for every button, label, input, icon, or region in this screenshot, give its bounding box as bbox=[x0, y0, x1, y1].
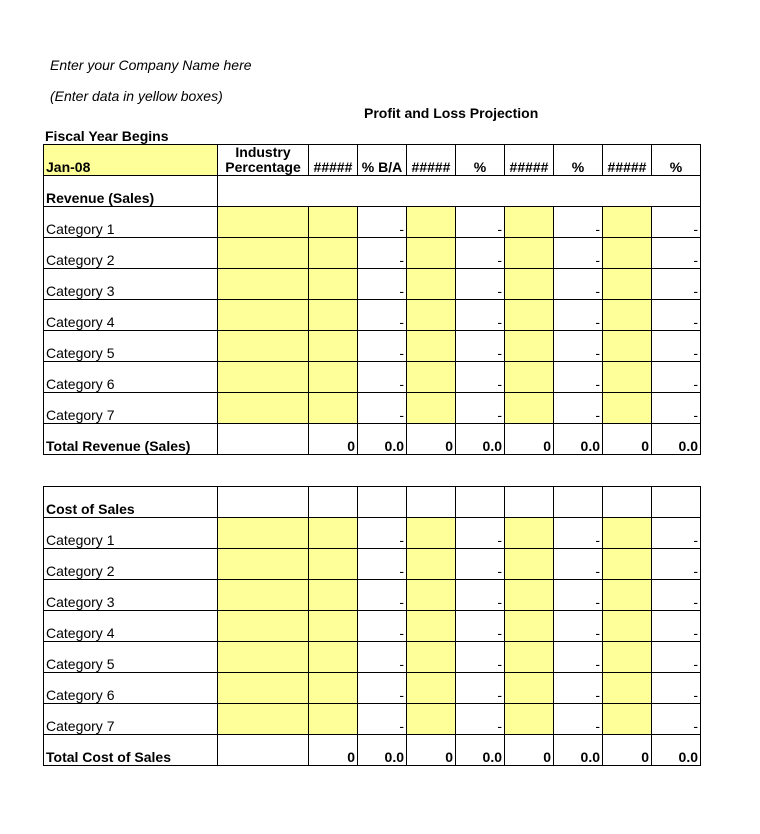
amount-input[interactable] bbox=[407, 238, 456, 269]
amount-input[interactable] bbox=[407, 362, 456, 393]
table-row bbox=[44, 238, 701, 269]
amount-input[interactable] bbox=[505, 331, 554, 362]
amount-input[interactable] bbox=[505, 269, 554, 300]
percent-cell: - bbox=[358, 362, 407, 393]
table-row bbox=[44, 331, 701, 362]
amount-input[interactable] bbox=[603, 704, 652, 735]
total-value: 0 bbox=[603, 424, 652, 455]
percent-cell: - bbox=[554, 704, 603, 735]
percent-cell: - bbox=[652, 331, 701, 362]
period-header: ##### bbox=[407, 145, 456, 176]
category-label: Category 3 bbox=[44, 580, 218, 611]
total-percent: 0.0 bbox=[358, 735, 407, 766]
amount-input[interactable] bbox=[603, 331, 652, 362]
percent-ba-header: % B/A bbox=[358, 145, 407, 176]
period-header: ##### bbox=[505, 145, 554, 176]
empty-cell bbox=[603, 487, 652, 518]
category-label: Category 6 bbox=[44, 362, 218, 393]
percent-cell: - bbox=[456, 269, 505, 300]
amount-input[interactable] bbox=[407, 331, 456, 362]
amount-input[interactable] bbox=[603, 362, 652, 393]
percent-cell: - bbox=[652, 238, 701, 269]
amount-input[interactable] bbox=[505, 642, 554, 673]
percent-cell: - bbox=[456, 331, 505, 362]
percent-cell: - bbox=[554, 300, 603, 331]
industry-percentage-header: Industry Percentage bbox=[218, 145, 309, 176]
percent-cell: - bbox=[554, 393, 603, 424]
amount-input[interactable] bbox=[407, 642, 456, 673]
total-cost-of-sales-label: Total Cost of Sales bbox=[44, 735, 218, 766]
amount-input[interactable] bbox=[505, 518, 554, 549]
category-label: Category 1 bbox=[44, 518, 218, 549]
percent-cell: - bbox=[652, 580, 701, 611]
percent-cell: - bbox=[652, 611, 701, 642]
percent-cell: - bbox=[358, 518, 407, 549]
table-row bbox=[44, 580, 701, 611]
total-value: 0 bbox=[309, 424, 358, 455]
period-header: ##### bbox=[309, 145, 358, 176]
percent-cell: - bbox=[652, 269, 701, 300]
total-row bbox=[44, 735, 701, 766]
industry-input[interactable] bbox=[218, 611, 309, 642]
percent-cell: - bbox=[456, 673, 505, 704]
percent-cell: - bbox=[456, 238, 505, 269]
industry-input[interactable] bbox=[218, 300, 309, 331]
percent-cell: - bbox=[358, 207, 407, 238]
percent-cell: - bbox=[652, 549, 701, 580]
amount-input[interactable] bbox=[505, 300, 554, 331]
category-label: Category 7 bbox=[44, 393, 218, 424]
percent-cell: - bbox=[554, 269, 603, 300]
amount-input[interactable] bbox=[309, 518, 358, 549]
amount-input[interactable] bbox=[407, 518, 456, 549]
instructions-text: (Enter data in yellow boxes) bbox=[50, 88, 223, 104]
percent-cell: - bbox=[456, 642, 505, 673]
category-label: Category 1 bbox=[44, 207, 218, 238]
percent-header: % bbox=[456, 145, 505, 176]
amount-input[interactable] bbox=[603, 549, 652, 580]
category-label: Category 4 bbox=[44, 300, 218, 331]
percent-cell: - bbox=[652, 673, 701, 704]
industry-input[interactable] bbox=[218, 642, 309, 673]
amount-input[interactable] bbox=[309, 549, 358, 580]
percent-cell: - bbox=[358, 642, 407, 673]
amount-input[interactable] bbox=[603, 642, 652, 673]
amount-input[interactable] bbox=[505, 673, 554, 704]
total-percent: 0.0 bbox=[652, 735, 701, 766]
category-label: Category 2 bbox=[44, 549, 218, 580]
total-value: 0 bbox=[407, 424, 456, 455]
amount-input[interactable] bbox=[505, 207, 554, 238]
total-percent: 0.0 bbox=[554, 424, 603, 455]
amount-input[interactable] bbox=[407, 549, 456, 580]
amount-input[interactable] bbox=[603, 393, 652, 424]
amount-input[interactable] bbox=[603, 518, 652, 549]
amount-input[interactable] bbox=[309, 207, 358, 238]
amount-input[interactable] bbox=[603, 580, 652, 611]
fiscal-year-label: Fiscal Year Begins bbox=[45, 128, 169, 144]
percent-cell: - bbox=[652, 704, 701, 735]
category-label: Category 4 bbox=[44, 611, 218, 642]
percent-header: % bbox=[652, 145, 701, 176]
percent-cell: - bbox=[358, 300, 407, 331]
empty-cell bbox=[218, 176, 701, 207]
percent-cell: - bbox=[358, 269, 407, 300]
empty-cell bbox=[218, 735, 309, 766]
amount-input[interactable] bbox=[505, 238, 554, 269]
empty-cell bbox=[554, 487, 603, 518]
percent-cell: - bbox=[358, 331, 407, 362]
amount-input[interactable] bbox=[407, 704, 456, 735]
section-heading-row bbox=[44, 176, 701, 207]
category-label: Category 2 bbox=[44, 238, 218, 269]
amount-input[interactable] bbox=[505, 580, 554, 611]
amount-input[interactable] bbox=[407, 611, 456, 642]
amount-input[interactable] bbox=[603, 269, 652, 300]
amount-input[interactable] bbox=[309, 362, 358, 393]
category-label: Category 7 bbox=[44, 704, 218, 735]
percent-cell: - bbox=[652, 362, 701, 393]
percent-cell: - bbox=[456, 393, 505, 424]
amount-input[interactable] bbox=[407, 300, 456, 331]
industry-input[interactable] bbox=[218, 207, 309, 238]
table-row bbox=[44, 611, 701, 642]
percent-cell: - bbox=[358, 704, 407, 735]
percent-cell: - bbox=[358, 549, 407, 580]
amount-input[interactable] bbox=[309, 269, 358, 300]
table-row bbox=[44, 704, 701, 735]
total-percent: 0.0 bbox=[358, 424, 407, 455]
percent-cell: - bbox=[456, 362, 505, 393]
amount-input[interactable] bbox=[407, 269, 456, 300]
industry-input[interactable] bbox=[218, 238, 309, 269]
amount-input[interactable] bbox=[407, 207, 456, 238]
percent-cell: - bbox=[554, 238, 603, 269]
amount-input[interactable] bbox=[603, 238, 652, 269]
table-row bbox=[44, 642, 701, 673]
fiscal-year-input[interactable]: Jan-08 bbox=[44, 145, 218, 176]
empty-cell bbox=[309, 487, 358, 518]
percent-cell: - bbox=[456, 611, 505, 642]
amount-input[interactable] bbox=[309, 393, 358, 424]
empty-cell bbox=[505, 487, 554, 518]
category-label: Category 5 bbox=[44, 642, 218, 673]
total-row bbox=[44, 424, 701, 455]
amount-input[interactable] bbox=[309, 580, 358, 611]
amount-input[interactable] bbox=[505, 393, 554, 424]
industry-input[interactable] bbox=[218, 704, 309, 735]
amount-input[interactable] bbox=[309, 611, 358, 642]
total-percent: 0.0 bbox=[554, 735, 603, 766]
amount-input[interactable] bbox=[309, 673, 358, 704]
industry-input[interactable] bbox=[218, 269, 309, 300]
section-heading-row bbox=[44, 487, 701, 518]
empty-cell bbox=[456, 487, 505, 518]
industry-input[interactable] bbox=[218, 673, 309, 704]
percent-cell: - bbox=[456, 518, 505, 549]
total-value: 0 bbox=[407, 735, 456, 766]
amount-input[interactable] bbox=[309, 238, 358, 269]
percent-cell: - bbox=[554, 673, 603, 704]
revenue-heading: Revenue (Sales) bbox=[44, 176, 218, 207]
percent-cell: - bbox=[554, 642, 603, 673]
percent-cell: - bbox=[554, 580, 603, 611]
percent-cell: - bbox=[358, 238, 407, 269]
category-label: Category 3 bbox=[44, 269, 218, 300]
total-revenue-label: Total Revenue (Sales) bbox=[44, 424, 218, 455]
empty-cell bbox=[358, 487, 407, 518]
amount-input[interactable] bbox=[505, 704, 554, 735]
percent-cell: - bbox=[554, 207, 603, 238]
empty-cell bbox=[652, 487, 701, 518]
amount-input[interactable] bbox=[309, 642, 358, 673]
percent-cell: - bbox=[652, 393, 701, 424]
percent-cell: - bbox=[554, 549, 603, 580]
percent-cell: - bbox=[456, 704, 505, 735]
industry-input[interactable] bbox=[218, 580, 309, 611]
amount-input[interactable] bbox=[603, 673, 652, 704]
table-row bbox=[44, 393, 701, 424]
total-percent: 0.0 bbox=[652, 424, 701, 455]
total-value: 0 bbox=[603, 735, 652, 766]
category-label: Category 5 bbox=[44, 331, 218, 362]
industry-input[interactable] bbox=[218, 549, 309, 580]
percent-cell: - bbox=[554, 518, 603, 549]
table-row bbox=[44, 300, 701, 331]
table-row bbox=[44, 269, 701, 300]
amount-input[interactable] bbox=[603, 611, 652, 642]
percent-header: % bbox=[554, 145, 603, 176]
table-row bbox=[44, 518, 701, 549]
percent-cell: - bbox=[358, 393, 407, 424]
cost-of-sales-heading: Cost of Sales bbox=[44, 487, 218, 518]
table-row bbox=[44, 549, 701, 580]
percent-cell: - bbox=[358, 611, 407, 642]
table-row bbox=[44, 673, 701, 704]
empty-cell bbox=[218, 424, 309, 455]
amount-input[interactable] bbox=[407, 580, 456, 611]
percent-cell: - bbox=[554, 611, 603, 642]
amount-input[interactable] bbox=[603, 207, 652, 238]
percent-cell: - bbox=[554, 362, 603, 393]
total-value: 0 bbox=[505, 735, 554, 766]
amount-input[interactable] bbox=[505, 362, 554, 393]
amount-input[interactable] bbox=[309, 704, 358, 735]
percent-cell: - bbox=[456, 549, 505, 580]
percent-cell: - bbox=[652, 518, 701, 549]
total-value: 0 bbox=[309, 735, 358, 766]
percent-cell: - bbox=[358, 580, 407, 611]
revenue-table bbox=[43, 144, 701, 455]
percent-cell: - bbox=[358, 673, 407, 704]
industry-input[interactable] bbox=[218, 518, 309, 549]
empty-cell bbox=[218, 487, 309, 518]
percent-cell: - bbox=[456, 207, 505, 238]
industry-input[interactable] bbox=[218, 362, 309, 393]
page-title: Profit and Loss Projection bbox=[364, 105, 539, 121]
percent-cell: - bbox=[456, 300, 505, 331]
company-name-text: Enter your Company Name here bbox=[50, 57, 252, 73]
header-row bbox=[44, 145, 701, 176]
amount-input[interactable] bbox=[309, 300, 358, 331]
total-percent: 0.0 bbox=[456, 735, 505, 766]
amount-input[interactable] bbox=[603, 300, 652, 331]
amount-input[interactable] bbox=[505, 549, 554, 580]
amount-input[interactable] bbox=[407, 393, 456, 424]
percent-cell: - bbox=[554, 331, 603, 362]
amount-input[interactable] bbox=[407, 673, 456, 704]
table-row bbox=[44, 207, 701, 238]
percent-cell: - bbox=[652, 642, 701, 673]
total-percent: 0.0 bbox=[456, 424, 505, 455]
cost-of-sales-table bbox=[43, 486, 701, 766]
amount-input[interactable] bbox=[309, 331, 358, 362]
category-label: Category 6 bbox=[44, 673, 218, 704]
percent-cell: - bbox=[456, 580, 505, 611]
table-row bbox=[44, 362, 701, 393]
industry-input[interactable] bbox=[218, 393, 309, 424]
total-value: 0 bbox=[505, 424, 554, 455]
percent-cell: - bbox=[652, 207, 701, 238]
amount-input[interactable] bbox=[505, 611, 554, 642]
period-header: ##### bbox=[603, 145, 652, 176]
industry-input[interactable] bbox=[218, 331, 309, 362]
percent-cell: - bbox=[652, 300, 701, 331]
empty-cell bbox=[407, 487, 456, 518]
